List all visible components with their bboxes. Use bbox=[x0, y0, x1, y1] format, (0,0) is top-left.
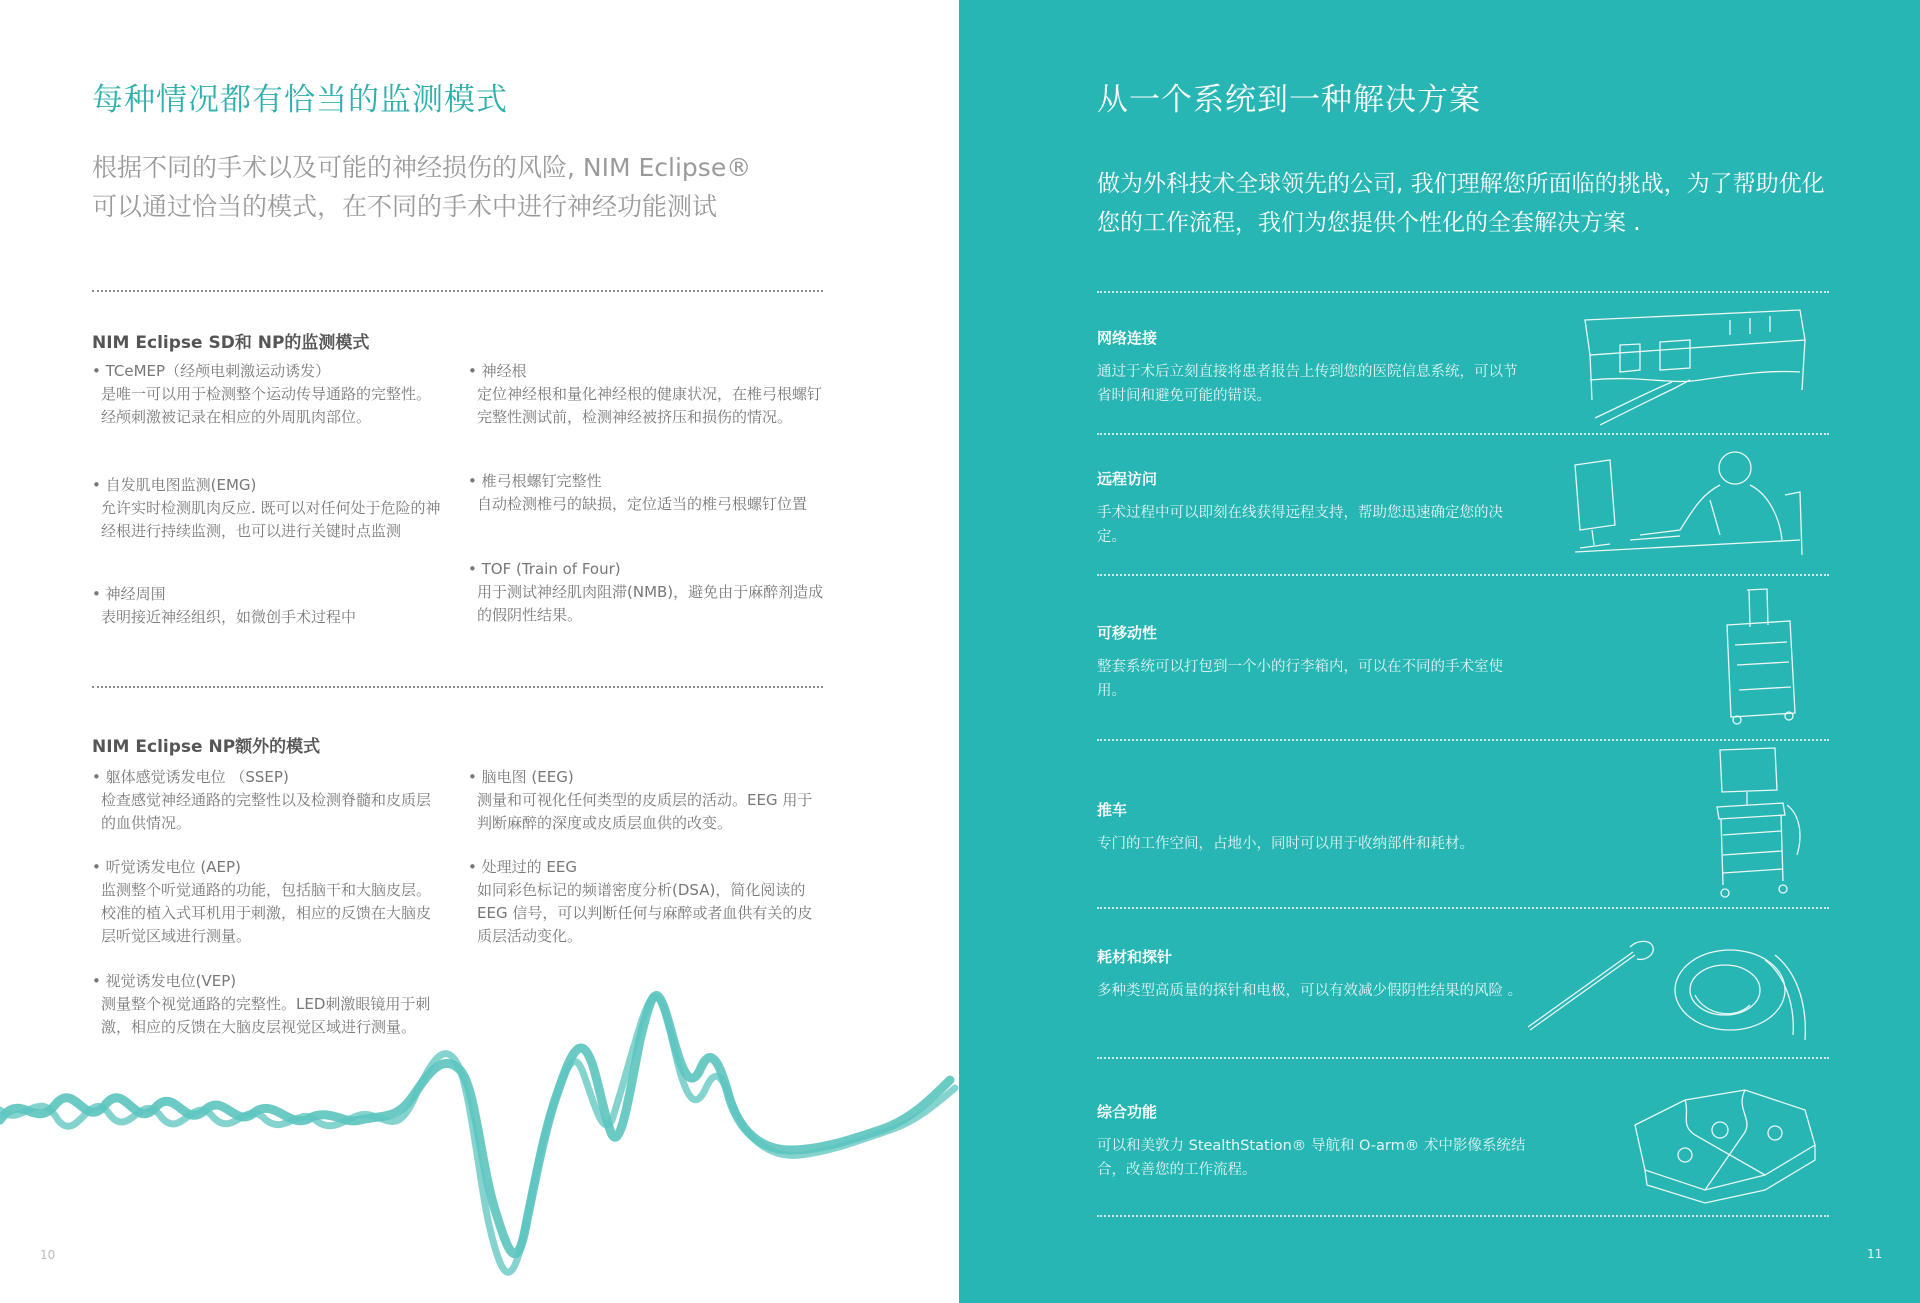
page-number: 10 bbox=[40, 1248, 56, 1262]
divider bbox=[1097, 433, 1829, 435]
feature-desc: 手术过程中可以即刻在线获得远程支持，帮助您迅速确定您的决定。 bbox=[1097, 505, 1503, 545]
mode-desc: 表明接近神经组织，如微创手术过程中 bbox=[101, 608, 357, 626]
divider bbox=[1097, 739, 1829, 741]
mode-bullet bbox=[92, 583, 444, 629]
probe-electrode-illustration bbox=[1525, 925, 1815, 1055]
divider bbox=[92, 290, 823, 292]
left-page-title: 每种情况都有恰当的监测模式 bbox=[92, 82, 508, 118]
divider bbox=[1097, 291, 1829, 293]
divider bbox=[1097, 1215, 1829, 1217]
mode-desc: 允许实时检测肌肉反应. 既可以对任何处于危险的神经根进行持续监测，也可以进行关键时点监测 bbox=[101, 499, 441, 540]
mode-desc: 用于测试神经肌肉阻滞(NMB)，避免由于麻醉剂造成的假阴性结果。 bbox=[477, 583, 824, 624]
mode-label: • 自发肌电图监测(EMG) bbox=[92, 476, 257, 494]
feature-title: 耗材和探针 bbox=[1097, 948, 1173, 966]
left-page bbox=[0, 0, 959, 1303]
mode-label: • 视觉诱发电位(VEP) bbox=[92, 972, 237, 990]
mode-desc: 测量整个视觉通路的完整性。LED刺激眼镜用于刺激，相应的反馈在大脑皮层视觉区域进行测量。 bbox=[101, 995, 431, 1036]
feature-remote bbox=[1097, 468, 1527, 549]
mode-label: • 躯体感觉诱发电位 （SSEP) bbox=[92, 768, 289, 786]
puzzle-illustration bbox=[1625, 1075, 1825, 1205]
mode-label: • TCeMEP（经颅电刺激运动诱发） bbox=[92, 362, 331, 380]
mode-label: • 脑电图 (EEG) bbox=[468, 768, 574, 786]
mode-label: • 神经根 bbox=[468, 362, 527, 380]
mode-label: • 神经周围 bbox=[92, 585, 166, 603]
feature-title: 综合功能 bbox=[1097, 1103, 1158, 1121]
feature-consumables bbox=[1097, 946, 1527, 1003]
mode-desc: 测量和可视化任何类型的皮质层的活动。EEG 用于判断麻醉的深度或皮质层血供的改变。 bbox=[477, 791, 813, 832]
section-title: NIM Eclipse SD和 NP的监测模式 bbox=[92, 333, 370, 353]
mode-bullet bbox=[468, 360, 824, 429]
divider bbox=[92, 686, 823, 688]
mode-bullet bbox=[468, 766, 824, 835]
divider bbox=[1097, 1057, 1829, 1059]
left-page-intro: 根据不同的手术以及可能的神经损伤的风险, NIM Eclipse® 可以通过恰当的模式，在不同的手术中进行神经功能测试 bbox=[92, 153, 752, 221]
feature-mobility bbox=[1097, 622, 1527, 703]
network-cable-illustration bbox=[1580, 300, 1810, 430]
right-page-title: 从一个系统到一种解决方案 bbox=[1097, 82, 1481, 118]
mode-label: • TOF (Train of Four) bbox=[468, 560, 621, 578]
feature-title: 网络连接 bbox=[1097, 329, 1158, 347]
right-page-intro: 做为外科技术全球领先的公司, 我们理解您所面临的挑战，为了帮助优化您的工作流程，我们为您提供个性化的全套解决方案 . bbox=[1097, 171, 1825, 236]
mode-bullet bbox=[92, 474, 444, 543]
divider bbox=[1097, 574, 1829, 576]
mode-desc: 检查感觉神经通路的完整性以及检测脊髓和皮质层的血供情况。 bbox=[101, 791, 432, 832]
mode-label: • 椎弓根螺钉完整性 bbox=[468, 472, 602, 490]
feature-integration bbox=[1097, 1101, 1527, 1182]
mode-desc: 自动检测椎弓的缺损，定位适当的椎弓根螺钉位置 bbox=[477, 495, 808, 513]
feature-desc: 整套系统可以打包到一个小的行李箱内，可以在不同的手术室使用。 bbox=[1097, 659, 1503, 699]
mode-bullet bbox=[92, 856, 444, 948]
feature-title: 推车 bbox=[1097, 801, 1128, 819]
feature-title: 远程访问 bbox=[1097, 470, 1158, 488]
mode-bullet bbox=[468, 856, 824, 948]
feature-desc: 可以和美敦力 StealthStation® 导航和 O-arm® 术中影像系统结合，改善您的工作流程。 bbox=[1097, 1138, 1526, 1178]
mode-desc: 定位神经根和量化神经根的健康状况，在椎弓根螺钉完整性测试前，检测神经被挤压和损伤的情况。 bbox=[477, 385, 823, 426]
feature-desc: 多种类型高质量的探针和电极，可以有效减少假阴性结果的风险 。 bbox=[1097, 983, 1523, 999]
feature-cart bbox=[1097, 799, 1527, 856]
feature-network bbox=[1097, 327, 1527, 408]
feature-desc: 通过于术后立刻直接将患者报告上传到您的医院信息系统，可以节省时间和避免可能的错误。 bbox=[1097, 364, 1518, 404]
mode-label: • 处理过的 EEG bbox=[468, 858, 577, 876]
cart-illustration bbox=[1705, 745, 1815, 905]
suitcase-illustration bbox=[1715, 585, 1805, 725]
feature-title: 可移动性 bbox=[1097, 624, 1158, 642]
page-number: 11 bbox=[1867, 1247, 1883, 1261]
mode-desc: 是唯一可以用于检测整个运动传导通路的完整性。经颅刺激被记录在相应的外周肌肉部位。 bbox=[101, 385, 432, 426]
mode-bullet bbox=[92, 766, 444, 835]
mode-desc: 如同彩色标记的频谱密度分析(DSA)，简化阅读的EEG 信号，可以判断任何与麻醉或者血供有关的皮质层活动变化。 bbox=[477, 881, 813, 945]
mode-bullet bbox=[92, 360, 444, 429]
divider bbox=[1097, 907, 1829, 909]
remote-support-person-illustration bbox=[1570, 440, 1810, 570]
section-title: NIM Eclipse NP额外的模式 bbox=[92, 737, 321, 757]
feature-desc: 专门的工作空间，占地小，同时可以用于收纳部件和耗材。 bbox=[1097, 836, 1474, 852]
nerve-wave-illustration bbox=[0, 980, 959, 1303]
mode-label: • 听觉诱发电位 (AEP) bbox=[92, 858, 241, 876]
mode-bullet bbox=[468, 558, 824, 627]
mode-desc: 监测整个听觉通路的功能，包括脑干和大脑皮层。校准的植入式耳机用于刺激，相应的反馈在大脑皮层听觉区域进行测量。 bbox=[101, 881, 432, 945]
mode-bullet bbox=[468, 470, 824, 516]
